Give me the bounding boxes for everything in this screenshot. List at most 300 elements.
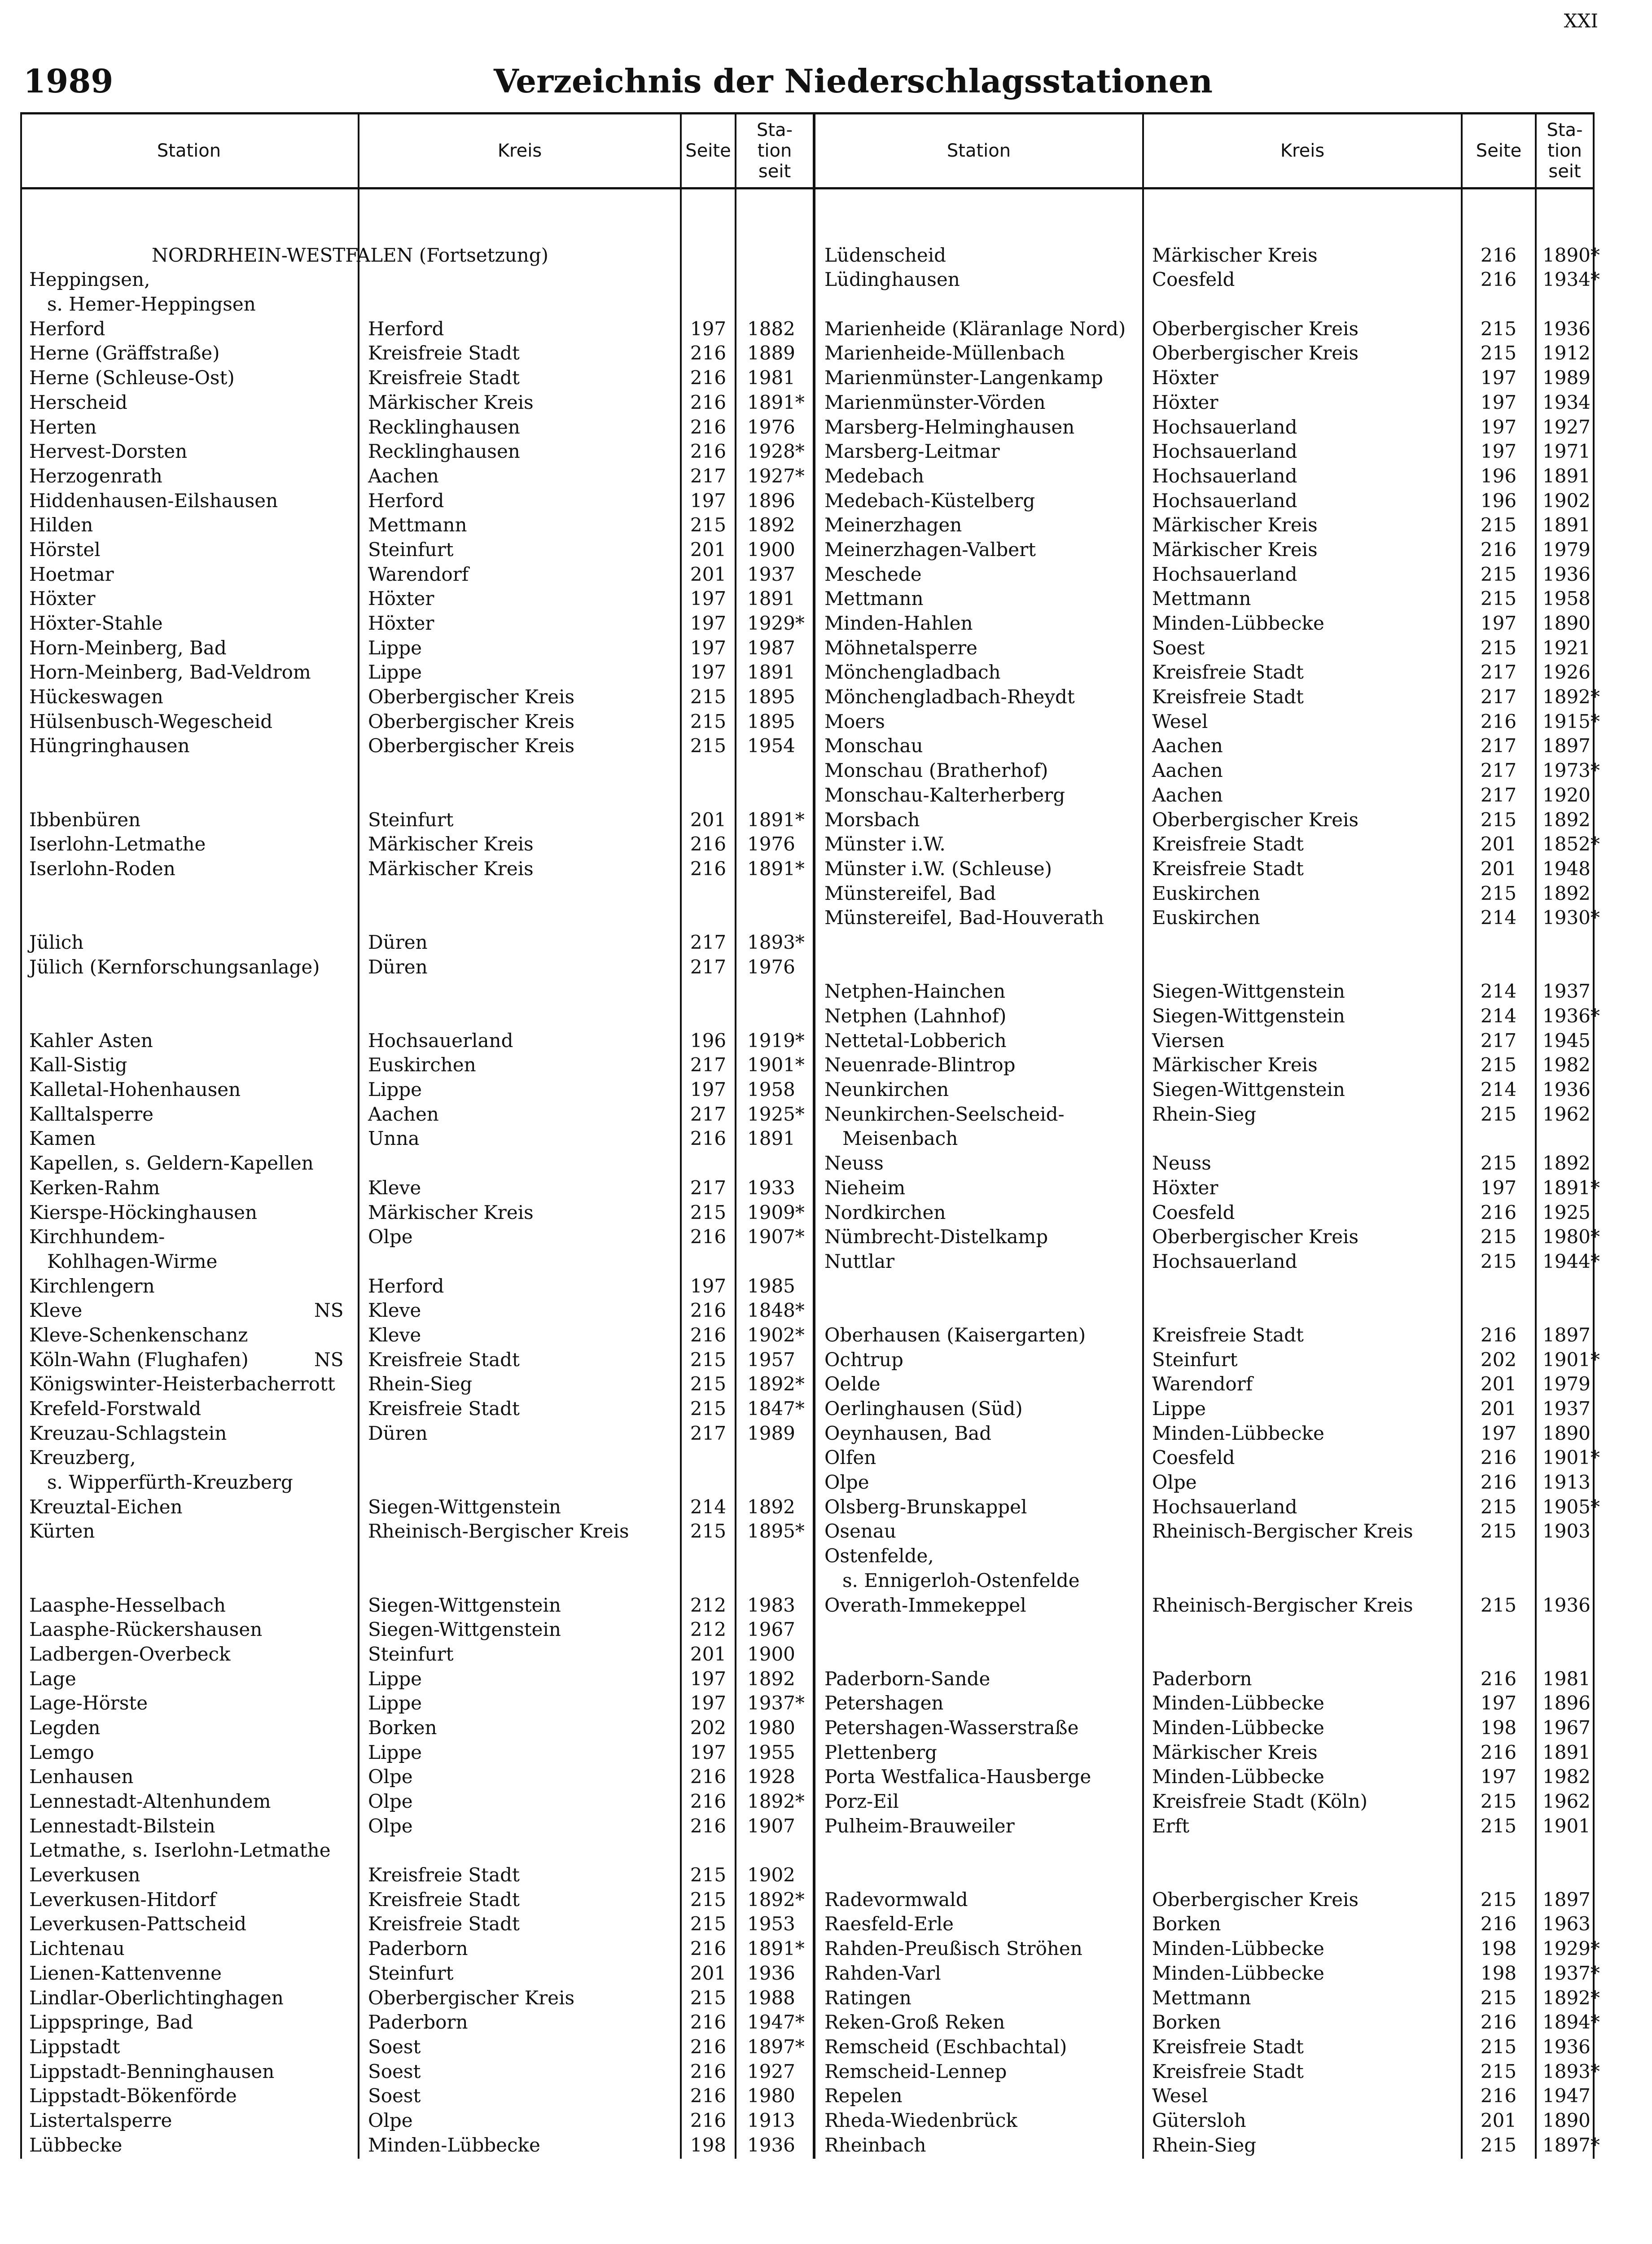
table-row [819, 439, 1593, 464]
station-name: Lippstadt-Bökenförde [29, 2085, 237, 2107]
station-name: Münster i.W. [824, 833, 946, 855]
ns-marker: NS [314, 1299, 344, 1322]
kreis-name: Euskirchen [368, 1054, 476, 1076]
station-name: Oerlinghausen (Süd) [824, 1398, 1023, 1420]
station-name: Marsberg-Helminghausen [824, 416, 1075, 438]
table-row [20, 2133, 813, 2158]
station-name: Leverkusen-Hitdorf [29, 1888, 216, 1911]
station-since: 1936 [1542, 2035, 1591, 2058]
station-name: Königswinter-Heisterbacherrott [29, 1373, 335, 1395]
kreis-name: Coesfeld [1152, 268, 1235, 291]
table-row [819, 464, 1593, 489]
page-ref: 215 [690, 1348, 727, 1371]
station-name: s. Ennigerloh-Ostenfelde [842, 1569, 1080, 1591]
page-ref: 216 [1480, 1446, 1517, 1469]
station-name: Monschau (Bratherhof) [824, 759, 1048, 782]
station-since: 1891 [747, 587, 795, 610]
table-row [20, 1126, 813, 1151]
table-row [819, 1912, 1593, 1937]
header-kreis: Kreis [497, 140, 542, 161]
station-name: Lippstadt-Benninghausen [29, 2060, 275, 2082]
kreis-name: Olpe [368, 1814, 413, 1837]
station-since: 1927* [747, 465, 805, 487]
table-row [819, 538, 1593, 562]
station-name: Hörstel [29, 538, 101, 561]
station-name: Hiddenhausen-Eilshausen [29, 489, 278, 512]
page-ref: 196 [690, 1029, 727, 1052]
station-since: 1928 [747, 1766, 795, 1788]
kreis-name: Hochsauerland [1152, 440, 1297, 463]
kreis-name: Rheinisch-Bergischer Kreis [368, 1520, 629, 1543]
station-name: Hüngringhausen [29, 735, 190, 757]
kreis-name: Kreisfreie Stadt [1152, 1324, 1304, 1346]
table-row [819, 2010, 1600, 2035]
table-row [819, 955, 1593, 980]
station-name: Rahden-Preußisch Ströhen [824, 1937, 1082, 1960]
page-ref: 215 [690, 1888, 727, 1911]
page-ref: 201 [690, 538, 727, 561]
station-since: 1982 [1542, 1054, 1591, 1076]
table-row [819, 1838, 1593, 1863]
kreis-name: Oberbergischer Kreis [1152, 342, 1359, 364]
page-ref: 216 [1480, 268, 1517, 291]
station-name: Meisenbach [842, 1127, 958, 1150]
kreis-name: Kreisfreie Stadt [1152, 2035, 1304, 2058]
kreis-name: Hochsauerland [368, 1029, 513, 1052]
station-name: Oelde [824, 1373, 881, 1395]
page-ref: 216 [690, 857, 727, 880]
table-row [20, 1323, 813, 1348]
kreis-name: Oberbergischer Kreis [1152, 317, 1359, 340]
table-row [20, 587, 813, 611]
station-since: 1928* [747, 440, 805, 463]
kreis-name: Kleve [368, 1324, 421, 1346]
table-row [20, 1274, 813, 1299]
table-row [819, 734, 1593, 758]
table-row [20, 1348, 813, 1372]
table-row [819, 1544, 1593, 1569]
station-since: 1891* [1542, 1176, 1600, 1199]
kreis-name: Erft [1152, 1814, 1190, 1837]
station-name: Köln-Wahn (Flughafen) [29, 1348, 249, 1371]
kreis-name: Aachen [1152, 784, 1223, 806]
kreis-name: Höxter [368, 587, 434, 610]
station-since: 1976 [747, 416, 795, 438]
station-since: 1882 [747, 317, 795, 340]
page-ref: 215 [1480, 1152, 1517, 1175]
station-since: 1947 [1542, 2085, 1591, 2107]
kreis-name: Minden-Lübbecke [1152, 612, 1324, 634]
table-row [20, 292, 813, 317]
station-name: Laasphe-Hesselbach [29, 1594, 226, 1616]
page-ref: 197 [690, 1692, 727, 1714]
station-name: Lienen-Kattenvenne [29, 1962, 222, 1984]
station-since: 1936* [1542, 1005, 1600, 1027]
table-row [819, 562, 1593, 587]
page-ref: 216 [1480, 1471, 1517, 1494]
kreis-name: Minden-Lübbecke [1152, 1692, 1324, 1714]
page-ref: 212 [690, 1594, 727, 1616]
station-since: 1985 [747, 1275, 795, 1297]
kreis-name: Lippe [368, 1078, 422, 1101]
table-row [819, 1961, 1600, 1986]
kreis-name: Hochsauerland [1152, 1495, 1297, 1518]
page-ref: 202 [1480, 1348, 1517, 1371]
table-row [20, 808, 813, 833]
table-row [819, 587, 1593, 611]
table-row [819, 1298, 1593, 1323]
kreis-name: Olpe [1152, 1471, 1197, 1494]
station-name: Medebach-Küstelberg [824, 489, 1035, 512]
kreis-name: Minden-Lübbecke [1152, 1962, 1324, 1984]
table-row [20, 710, 813, 734]
kreis-name: Märkischer Kreis [368, 1201, 534, 1223]
station-since: 1892* [1542, 1986, 1600, 2009]
kreis-name: Rhein-Sieg [1152, 1103, 1257, 1125]
kreis-name: Märkischer Kreis [368, 833, 534, 855]
station-since: 1958 [747, 1078, 795, 1101]
station-name: Ladbergen-Overbeck [29, 1643, 231, 1665]
kreis-name: Gütersloh [1152, 2109, 1246, 2131]
kreis-name: Steinfurt [368, 808, 454, 831]
table-row [819, 2108, 1593, 2133]
table-row [819, 1274, 1593, 1299]
station-since: 1895* [747, 1520, 805, 1543]
station-name: Mettmann [824, 587, 924, 610]
table-row [20, 1838, 813, 1863]
station-since: 1897* [747, 2035, 805, 2058]
table-row [819, 2060, 1600, 2084]
kreis-name: Oberbergischer Kreis [1152, 1888, 1359, 1911]
kreis-name: Warendorf [368, 563, 469, 585]
page-ref: 202 [690, 1716, 727, 1739]
station-since: 1891 [1542, 514, 1591, 536]
page-ref: 197 [1480, 1766, 1517, 1788]
station-name: Ratingen [824, 1986, 911, 2009]
table-row [819, 1225, 1600, 1249]
kreis-name: Lippe [1152, 1398, 1206, 1420]
table-row [20, 857, 813, 881]
station-name: Repelen [824, 2085, 903, 2107]
station-name: Porta Westfalica-Hausberge [824, 1766, 1091, 1788]
station-since: 1971 [1542, 440, 1591, 463]
station-name: Marienheide-Müllenbach [824, 342, 1065, 364]
table-row [819, 1053, 1593, 1078]
page-ref: 216 [690, 1324, 727, 1346]
station-name: Neunkirchen [824, 1078, 949, 1101]
station-name: Remscheid (Eschbachtal) [824, 2035, 1067, 2058]
table-row [819, 366, 1593, 390]
table-row [819, 1814, 1593, 1839]
page-ref: 198 [1480, 1962, 1517, 1984]
divider-center [813, 114, 815, 2159]
station-since: 1901 [1542, 1814, 1591, 1837]
station-name: Meschede [824, 563, 922, 585]
table-row [20, 1961, 813, 1986]
table-row [20, 1102, 813, 1127]
station-name: Herzogenrath [29, 465, 162, 487]
table-row [20, 1617, 813, 1642]
station-since: 1948 [1542, 857, 1591, 880]
table-row [819, 685, 1600, 710]
table-row [20, 2108, 813, 2133]
table-row [819, 636, 1593, 661]
kreis-name: Kleve [368, 1299, 421, 1322]
station-name: Lindlar-Oberlichtinghagen [29, 1986, 284, 2009]
station-since: 1919* [747, 1029, 805, 1052]
station-since: 1891* [747, 391, 805, 413]
table-row [819, 710, 1600, 734]
station-since: 1896 [1542, 1692, 1591, 1714]
table-row [819, 1102, 1593, 1127]
table-row [20, 1912, 813, 1937]
table-row [819, 267, 1600, 292]
table-row [20, 538, 813, 562]
kreis-name: Höxter [368, 612, 434, 634]
station-name: Netphen-Hainchen [824, 980, 1006, 1003]
kreis-name: Unna [368, 1127, 420, 1150]
table-row [819, 292, 1593, 317]
station-name: Pulheim-Brauweiler [824, 1814, 1015, 1837]
station-name: Neuenrade-Blintrop [824, 1054, 1016, 1076]
table-row [819, 1569, 1593, 1593]
table-row [20, 439, 813, 464]
page-ref: 196 [1480, 465, 1517, 487]
station-name: Kalltalsperre [29, 1103, 153, 1125]
table-row [20, 2060, 813, 2084]
page-ref: 217 [1480, 686, 1517, 708]
page-ref: 216 [690, 2085, 727, 2107]
station-since: 1891* [747, 857, 805, 880]
station-since: 1957 [747, 1348, 795, 1371]
station-name: Netphen (Lahnhof) [824, 1005, 1007, 1027]
station-name: Höxter [29, 587, 96, 610]
station-name: Rheda-Wiedenbrück [824, 2109, 1017, 2131]
station-since: 1988 [747, 1986, 795, 2009]
table-row [819, 758, 1600, 783]
table-row [20, 1249, 813, 1274]
table-row [20, 464, 813, 489]
header-kreis: Kreis [1280, 140, 1325, 161]
kreis-name: Kreisfreie Stadt [368, 1913, 520, 1935]
table-row [819, 1176, 1600, 1201]
station-name: Marienmünster-Vörden [824, 391, 1046, 413]
kreis-name: Hochsauerland [1152, 489, 1297, 512]
station-since: 1937* [1542, 1962, 1600, 1984]
kreis-name: Soest [368, 2085, 421, 2107]
table-row [819, 832, 1600, 857]
station-name: Morsbach [824, 808, 920, 831]
station-name: Horn-Meinberg, Bad-Veldrom [29, 661, 311, 684]
station-name: Remscheid-Lennep [824, 2060, 1007, 2082]
station-name: Kohlhagen-Wirme [47, 1250, 218, 1272]
station-name: Lage-Hörste [29, 1692, 148, 1714]
table-row [819, 1421, 1593, 1446]
kreis-name: Kreisfreie Stadt [368, 342, 520, 364]
kreis-name: Neuss [1152, 1152, 1211, 1175]
station-since: 1981 [747, 367, 795, 389]
station-since: 1979 [1542, 538, 1591, 561]
station-since: 1896 [747, 489, 795, 512]
page-ref: 215 [1480, 563, 1517, 585]
station-name: Rahden-Varl [824, 1962, 941, 1984]
table-row [20, 513, 813, 538]
page-ref: 216 [1480, 1324, 1517, 1346]
kreis-name: Steinfurt [1152, 1348, 1238, 1371]
table-row [20, 1765, 813, 1789]
kreis-name: Recklinghausen [368, 416, 520, 438]
page-ref: 215 [1480, 1495, 1517, 1518]
table-row [819, 808, 1593, 833]
table-row [819, 1617, 1593, 1642]
station-name: Jülich (Kernforschungsanlage) [29, 955, 320, 978]
page-ref: 201 [1480, 833, 1517, 855]
table-row [819, 979, 1593, 1004]
page-ref: 197 [690, 661, 727, 684]
table-row [819, 489, 1593, 513]
station-since: 1983 [747, 1594, 795, 1616]
station-name: Porz-Eil [824, 1790, 899, 1812]
station-name: Minden-Hahlen [824, 612, 973, 634]
kreis-name: Hochsauerland [1152, 416, 1297, 438]
station-since: 1901* [747, 1054, 805, 1076]
table-row [819, 1593, 1593, 1618]
kreis-name: Borken [1152, 2011, 1221, 2034]
table-row [20, 906, 813, 930]
kreis-name: Olpe [368, 2109, 413, 2131]
table-row [20, 1986, 813, 2011]
page-ref: 201 [1480, 857, 1517, 880]
table-row [20, 611, 813, 636]
station-name: Heppingsen, [29, 268, 150, 291]
kreis-name: Düren [368, 1422, 428, 1444]
kreis-name: Lippe [368, 1692, 422, 1714]
station-name: Leverkusen [29, 1864, 140, 1886]
station-name: Olpe [824, 1471, 869, 1494]
page-ref: 215 [690, 1864, 727, 1886]
page-ref: 197 [1480, 367, 1517, 389]
table-row [20, 1716, 813, 1740]
table-row [20, 1691, 813, 1716]
page-ref: 215 [690, 1520, 727, 1543]
station-since: 1902* [747, 1324, 805, 1346]
table-row [819, 881, 1593, 906]
page-ref: 215 [1480, 2060, 1517, 2082]
kreis-name: Kreisfreie Stadt [1152, 833, 1304, 855]
station-since: 1929* [1542, 1937, 1600, 1960]
table-row [20, 1298, 813, 1323]
station-since: 1925* [747, 1103, 805, 1125]
kreis-name: Mettmann [368, 514, 467, 536]
station-name: Kahler Asten [29, 1029, 153, 1052]
table-row [20, 979, 813, 1004]
station-since: 1921 [1542, 636, 1591, 659]
table-row [20, 758, 813, 783]
page-ref: 198 [690, 2134, 727, 2156]
table-row [20, 734, 813, 758]
kreis-name: Oberbergischer Kreis [368, 735, 575, 757]
table-row [819, 1470, 1593, 1495]
page-ref: 216 [690, 833, 727, 855]
kreis-name: Euskirchen [1152, 882, 1260, 904]
table-row [20, 415, 813, 440]
table-row [20, 1470, 813, 1495]
table-row [819, 2084, 1593, 2108]
page-ref: 197 [1480, 391, 1517, 413]
page-ref: 215 [1480, 1986, 1517, 2009]
page-ref: 215 [1480, 587, 1517, 610]
station-name: Horn-Meinberg, Bad [29, 636, 227, 659]
kreis-name: Märkischer Kreis [1152, 1741, 1318, 1763]
page-ref: 215 [1480, 636, 1517, 659]
page-ref: 214 [1480, 1005, 1517, 1027]
kreis-name: Minden-Lübbecke [368, 2134, 540, 2156]
station-since: 1963 [1542, 1913, 1591, 1935]
station-since: 1907 [747, 1814, 795, 1837]
page-ref: 197 [1480, 440, 1517, 463]
header-station: Station [947, 140, 1011, 161]
kreis-name: Aachen [1152, 759, 1223, 782]
station-name: Möhnetalsperre [824, 636, 977, 659]
station-since: 1936 [747, 2134, 795, 2156]
page-ref: 215 [1480, 2035, 1517, 2058]
table-row [819, 317, 1593, 342]
page-ref: 216 [690, 2109, 727, 2131]
table-row [819, 415, 1593, 440]
kreis-name: Mettmann [1152, 587, 1251, 610]
station-since: 1937 [1542, 1398, 1591, 1420]
page-ref: 215 [1480, 514, 1517, 536]
page-ref: 216 [690, 1226, 727, 1248]
page-ref: 216 [1480, 710, 1517, 732]
station-name: Marienmünster-Langenkamp [824, 367, 1103, 389]
page-ref: 197 [690, 489, 727, 512]
table-row [819, 1126, 1593, 1151]
table-row [20, 1372, 813, 1397]
page-ref: 217 [1480, 661, 1517, 684]
page-ref: 216 [690, 1299, 727, 1322]
page-ref: 215 [690, 1398, 727, 1420]
table-row [20, 1642, 813, 1667]
station-since: 1892 [747, 1495, 795, 1518]
station-since: 1891* [747, 1937, 805, 1960]
station-name: Listertalsperre [29, 2109, 172, 2131]
station-name: Hoetmar [29, 563, 114, 585]
station-since: 1936 [1542, 563, 1591, 585]
page-ref: 215 [1480, 1814, 1517, 1837]
kreis-name: Hochsauerland [1152, 465, 1297, 487]
station-name: Ostenfelde, [824, 1545, 934, 1567]
kreis-name: Coesfeld [1152, 1446, 1235, 1469]
station-since: 1890 [1542, 1422, 1591, 1444]
table-row [20, 1225, 813, 1249]
station-name: s. Hemer-Heppingsen [47, 293, 256, 316]
table-row [819, 1937, 1600, 1961]
station-since: 1901* [1542, 1348, 1600, 1371]
station-since: 1936 [1542, 1594, 1591, 1616]
kreis-name: Minden-Lübbecke [1152, 1422, 1324, 1444]
station-name: Kleve-Schenkenschanz [29, 1324, 248, 1346]
station-since: 1937 [747, 563, 795, 585]
station-name: Iserlohn-Roden [29, 857, 175, 880]
kreis-name: Kreisfreie Stadt [368, 1398, 520, 1420]
table-row [819, 2133, 1600, 2158]
kreis-name: Steinfurt [368, 1643, 454, 1665]
page-ref: 216 [1480, 1201, 1517, 1223]
page-ref: 216 [1480, 1667, 1517, 1690]
kreis-name: Siegen-Wittgenstein [368, 1618, 561, 1641]
table-row [819, 1642, 1593, 1667]
